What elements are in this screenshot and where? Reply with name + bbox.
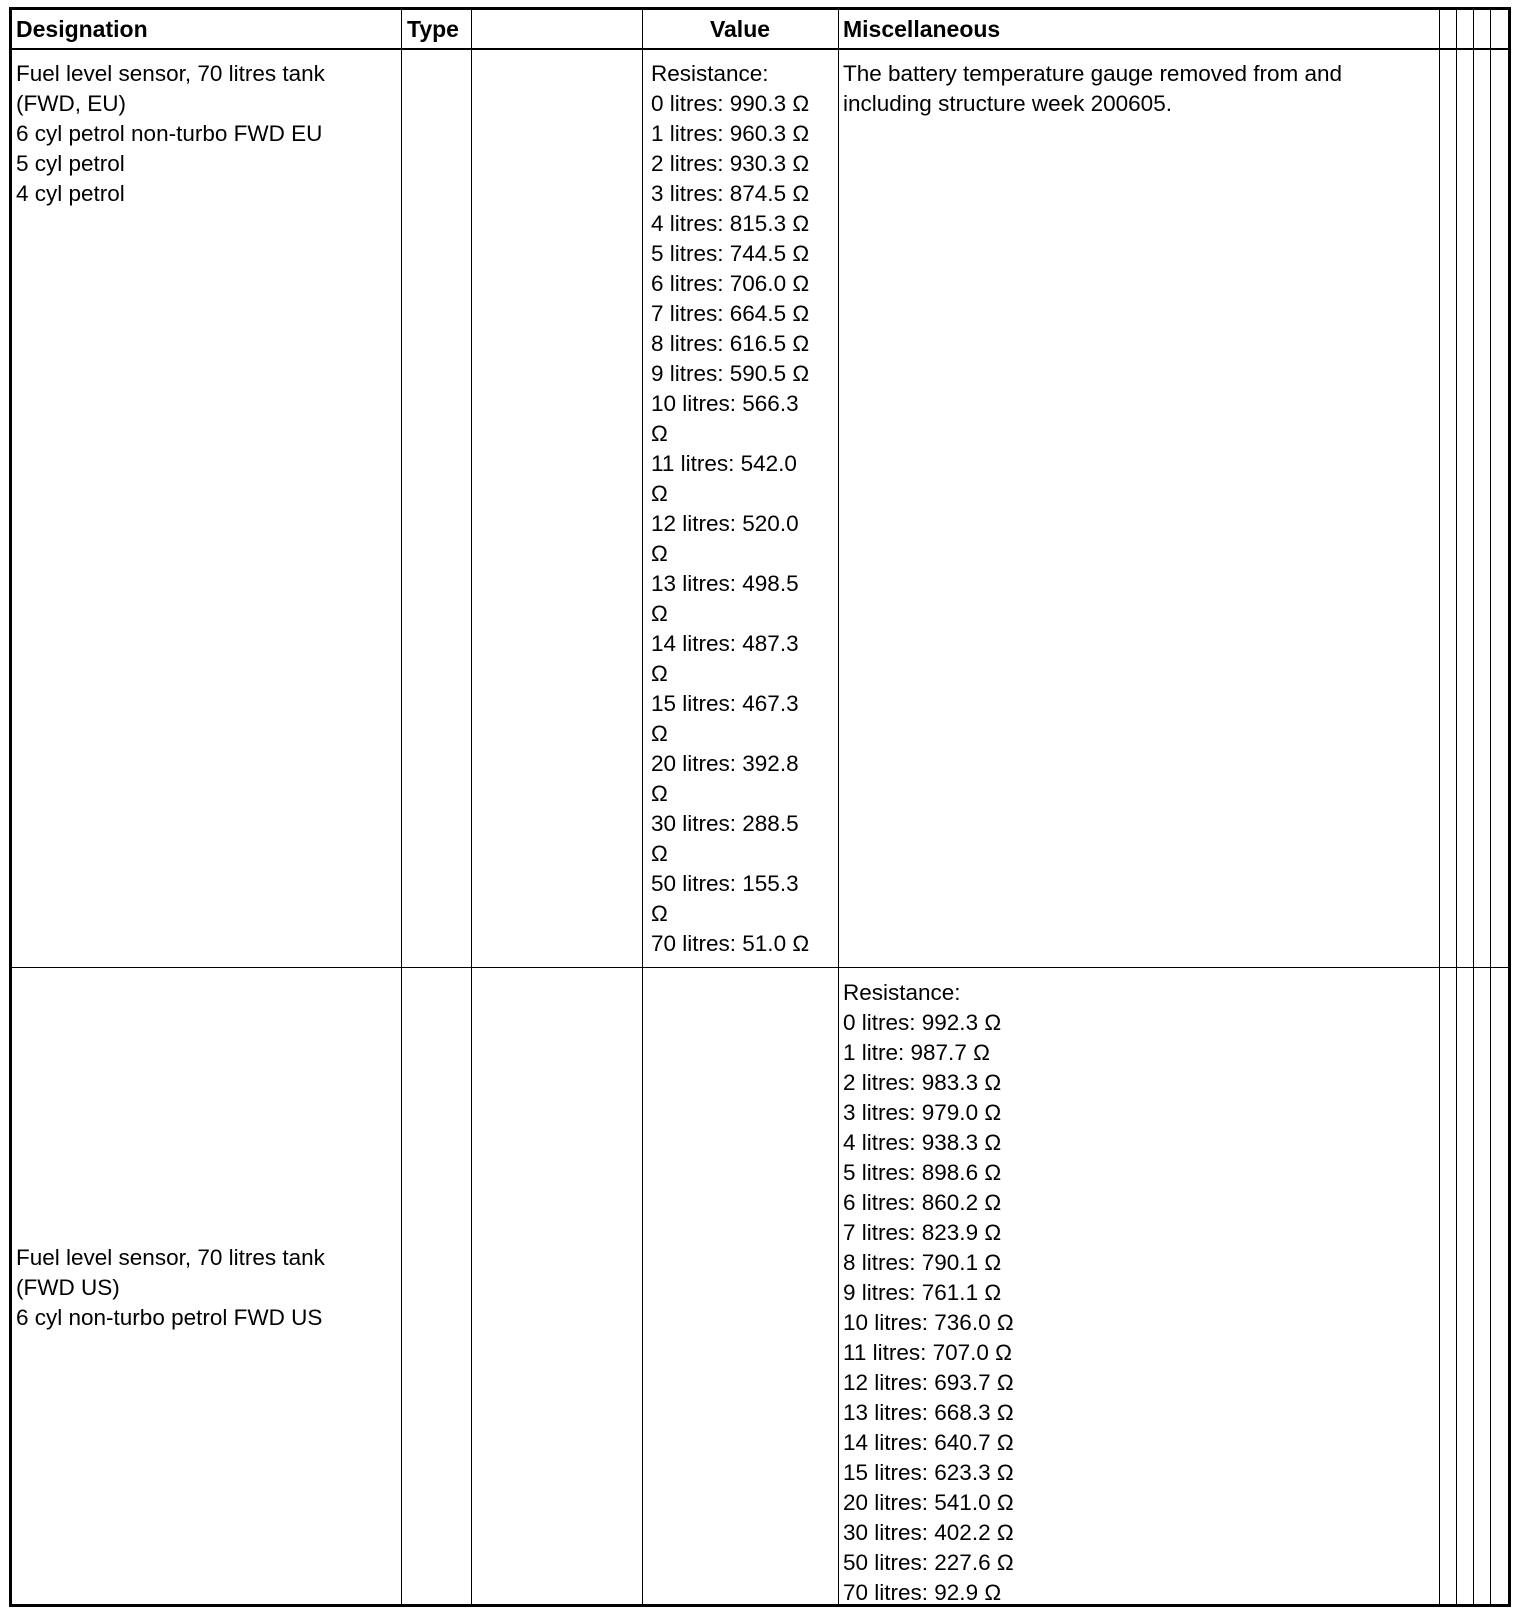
value-line: 20 litres: 392.8 xyxy=(651,751,799,776)
designation-line: (FWD, EU) xyxy=(16,91,126,116)
column-divider xyxy=(642,10,643,1604)
value-line: 7 litres: 664.5 Ω xyxy=(651,301,810,326)
misc-line: 0 litres: 992.3 Ω xyxy=(843,1010,1002,1035)
value-line: 1 litres: 960.3 Ω xyxy=(651,121,810,146)
designation-line: 5 cyl petrol xyxy=(16,151,125,176)
misc-line: 20 litres: 541.0 Ω xyxy=(843,1490,1014,1515)
value-line: Ω xyxy=(651,781,668,806)
value-line: 11 litres: 542.0 xyxy=(651,451,797,476)
misc-line: 14 litres: 640.7 Ω xyxy=(843,1430,1014,1455)
value-line: Ω xyxy=(651,421,668,446)
row2-miscellaneous-cell xyxy=(843,978,1014,1608)
column-divider xyxy=(1439,10,1440,1604)
value-line: 4 litres: 815.3 Ω xyxy=(651,211,810,236)
misc-line: 4 litres: 938.3 Ω xyxy=(843,1130,1002,1155)
designation-line: 4 cyl petrol xyxy=(16,181,125,206)
misc-line: 3 litres: 979.0 Ω xyxy=(843,1100,1002,1125)
value-line: 14 litres: 487.3 xyxy=(651,631,799,656)
misc-line: 15 litres: 623.3 Ω xyxy=(843,1460,1014,1485)
row2-designation-cell xyxy=(16,1243,325,1333)
misc-line: 8 litres: 790.1 Ω xyxy=(843,1250,1002,1275)
misc-line: 13 litres: 668.3 Ω xyxy=(843,1400,1014,1425)
misc-line: 30 litres: 402.2 Ω xyxy=(843,1520,1014,1545)
column-divider xyxy=(1490,10,1491,1604)
value-line: 2 litres: 930.3 Ω xyxy=(651,151,810,176)
header-value: Value xyxy=(709,16,771,42)
value-line: Ω xyxy=(651,601,668,626)
column-divider xyxy=(1473,10,1474,1604)
designation-line: Fuel level sensor, 70 litres tank xyxy=(16,61,325,86)
designation-line: 6 cyl petrol non-turbo FWD EU xyxy=(16,121,323,146)
misc-line: 10 litres: 736.0 Ω xyxy=(843,1310,1014,1335)
misc-line: 70 litres: 92.9 Ω xyxy=(843,1580,1002,1605)
misc-line: 12 litres: 693.7 Ω xyxy=(843,1370,1014,1395)
value-line: 5 litres: 744.5 Ω xyxy=(651,241,810,266)
column-divider xyxy=(838,10,839,1604)
value-line: Ω xyxy=(651,721,668,746)
value-line: Ω xyxy=(651,901,668,926)
value-line: Ω xyxy=(651,661,668,686)
header-miscellaneous: Miscellaneous xyxy=(843,16,1001,42)
value-line: 30 litres: 288.5 xyxy=(651,811,799,836)
misc-line: 9 litres: 761.1 Ω xyxy=(843,1280,1002,1305)
misc-line: 50 litres: 227.6 Ω xyxy=(843,1550,1014,1575)
misc-line: 1 litre: 987.7 Ω xyxy=(843,1040,990,1065)
value-line: 9 litres: 590.5 Ω xyxy=(651,361,810,386)
misc-line: 2 litres: 983.3 Ω xyxy=(843,1070,1002,1095)
row1-designation-cell xyxy=(16,59,325,209)
value-line: Ω xyxy=(651,481,668,506)
header-type: Type xyxy=(407,16,459,42)
value-line: 50 litres: 155.3 xyxy=(651,871,799,896)
value-line: 70 litres: 51.0 Ω xyxy=(651,931,810,956)
value-line: 3 litres: 874.5 Ω xyxy=(651,181,810,206)
misc-line: 6 litres: 860.2 Ω xyxy=(843,1190,1002,1215)
value-line: 8 litres: 616.5 Ω xyxy=(651,331,810,356)
misc-line: 7 litres: 823.9 Ω xyxy=(843,1220,1002,1245)
value-line: 10 litres: 566.3 xyxy=(651,391,799,416)
designation-line: 6 cyl non-turbo petrol FWD US xyxy=(16,1305,323,1330)
designation-line: (FWD US) xyxy=(16,1275,120,1300)
value-line: 0 litres: 990.3 Ω xyxy=(651,91,810,116)
designation-line: Fuel level sensor, 70 litres tank xyxy=(16,1245,325,1270)
header-divider xyxy=(12,48,1508,50)
value-line: 15 litres: 467.3 xyxy=(651,691,799,716)
column-divider xyxy=(401,10,402,1604)
misc-line: 5 litres: 898.6 Ω xyxy=(843,1160,1002,1185)
spec-table xyxy=(9,7,1511,1607)
misc-line: including structure week 200605. xyxy=(843,91,1172,116)
row1-value-cell xyxy=(651,59,809,959)
value-line: 12 litres: 520.0 xyxy=(651,511,799,536)
misc-line: 11 litres: 707.0 Ω xyxy=(843,1340,1012,1365)
value-line: Resistance: xyxy=(651,61,769,86)
value-line: Ω xyxy=(651,541,668,566)
value-line: Ω xyxy=(651,841,668,866)
misc-line: Resistance: xyxy=(843,980,961,1005)
row1-miscellaneous-cell xyxy=(843,59,1342,119)
value-line: 13 litres: 498.5 xyxy=(651,571,799,596)
column-divider xyxy=(471,10,472,1604)
column-divider xyxy=(1456,10,1457,1604)
value-line: 6 litres: 706.0 Ω xyxy=(651,271,810,296)
misc-line: The battery temperature gauge removed from and xyxy=(843,61,1343,86)
header-designation: Designation xyxy=(16,16,148,42)
row-divider xyxy=(12,967,1508,968)
